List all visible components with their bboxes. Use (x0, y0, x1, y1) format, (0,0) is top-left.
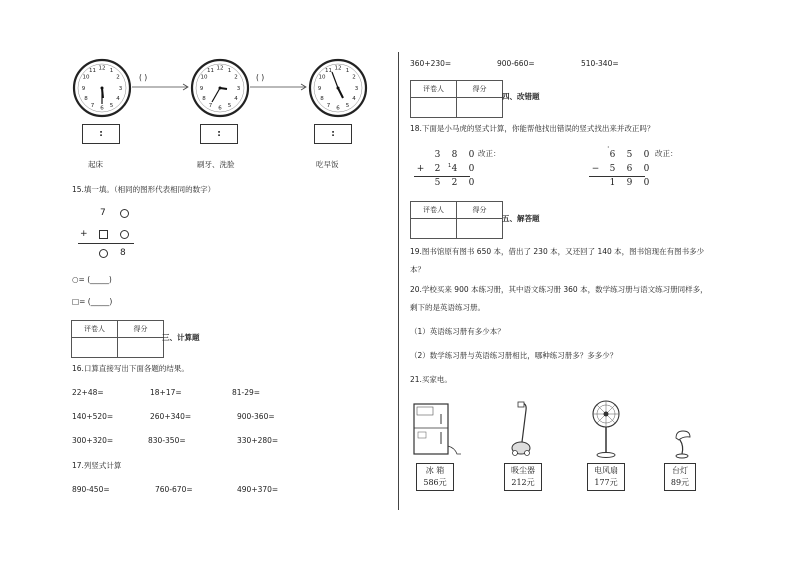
grader-header: 评卷人 (72, 321, 118, 338)
oral-calc-item: 330+280= (237, 436, 279, 445)
svg-text:6: 6 (218, 105, 222, 112)
carry-mark: 1 (448, 163, 452, 169)
grade-table (71, 320, 164, 358)
svg-text:12: 12 (98, 65, 106, 72)
calc-result: 5 2 0 (434, 178, 475, 188)
time-answer-box[interactable]: : (314, 124, 352, 144)
score-header: 得分 (118, 321, 164, 338)
appliance-price: 177元 (594, 478, 618, 487)
puzzle-digit: 8 (120, 248, 126, 258)
grader-header: 评卷人 (411, 202, 457, 219)
sum-line (78, 243, 134, 244)
question-19-text: 本？ (410, 265, 425, 274)
svg-text:12: 12 (216, 65, 224, 72)
svg-text:1: 1 (227, 68, 232, 74)
square-shape (99, 230, 108, 239)
oral-calc-item: 830-350= (148, 436, 186, 445)
question-19-text: 19.图书馆原有图书 650 本，借出了 230 本，又还回了 140 本，图书馆现在有图书多少 (410, 247, 705, 256)
question-20-sub: （2）数学练习册与英语练习册相比，哪种练习册多？多多少？ (410, 351, 618, 360)
svg-text:8: 8 (320, 96, 324, 102)
appliance-name: 冰 箱 (425, 466, 445, 475)
difference-line (589, 176, 645, 177)
svg-text:9: 9 (199, 86, 204, 92)
oral-calc-item: 260+340= (150, 412, 192, 421)
vertical-calc-item: 760-670= (155, 485, 193, 494)
oral-calc-item: 81-29= (232, 388, 261, 397)
score-cell[interactable] (457, 98, 503, 118)
svg-text:5: 5 (109, 103, 114, 109)
oral-calc-item: 140+520= (72, 412, 114, 421)
appliance-name: 电风扇 (594, 466, 618, 475)
question-20-text: 20.学校买来 900 本练习册，其中语文练习册 360 本，数学练习册与语文练习册同样多， (410, 285, 708, 294)
oral-calc-item: 900-360= (237, 412, 275, 421)
score-header: 得分 (457, 81, 503, 98)
svg-text:4: 4 (234, 96, 238, 102)
circle-answer: ○= (_____) (72, 275, 112, 284)
svg-text:9: 9 (81, 86, 86, 92)
svg-text:6: 6 (100, 105, 104, 112)
svg-text:7: 7 (326, 103, 331, 109)
oral-calc-item: 300+320= (72, 436, 114, 445)
clock-label: 吃早饭 (316, 160, 339, 169)
grader-header: 评卷人 (411, 81, 457, 98)
circle-shape (120, 230, 129, 239)
appliance-price: 89元 (670, 478, 690, 487)
svg-text:9: 9 (317, 86, 322, 92)
svg-text:1: 1 (345, 68, 350, 74)
svg-text:3: 3 (118, 86, 123, 92)
svg-text:6: 6 (336, 105, 340, 112)
svg-text:5: 5 (345, 103, 350, 109)
clock-label: 刷牙、洗脸 (197, 160, 235, 169)
clock-icon (72, 58, 132, 118)
svg-text:12: 12 (334, 65, 342, 72)
clock-icon (308, 58, 368, 118)
column-divider (398, 52, 399, 510)
svg-text:10: 10 (200, 74, 208, 81)
fix-label: 改正： (478, 149, 501, 158)
score-header: 得分 (457, 202, 503, 219)
vertical-calc-item: 900-660= (497, 59, 535, 68)
svg-text:4: 4 (116, 96, 120, 102)
lamp-icon (670, 428, 694, 460)
appliance-price: 586元 (423, 478, 447, 487)
question-16-title: 16.口算直接写出下面各题的结果。 (72, 364, 189, 373)
calc-row: 3 8 0 (434, 150, 475, 160)
score-cell[interactable] (118, 338, 164, 358)
price-tag (504, 463, 542, 491)
question-20-sub: （1）英语练习册有多少本？ (410, 327, 505, 336)
square-answer: □= (_____) (72, 297, 113, 306)
blank-paren: ( ) (256, 73, 265, 82)
svg-text:7: 7 (90, 103, 95, 109)
question-20-text: 剩下的是英语练习册。 (410, 303, 485, 312)
svg-text:8: 8 (202, 96, 206, 102)
section-title: 五、解答题 (502, 214, 540, 223)
time-answer-box[interactable]: : (82, 124, 120, 144)
vertical-calc-item: 360+230= (410, 59, 452, 68)
svg-text:11: 11 (325, 68, 332, 74)
svg-text:4: 4 (352, 96, 356, 102)
svg-text:11: 11 (207, 68, 214, 74)
question-18-title: 18.下面是小马虎的竖式计算，你能帮他找出错误的竖式找出来并改正吗？ (410, 124, 655, 133)
blank-paren: ( ) (139, 73, 148, 82)
question-21-title: 21.买家电。 (410, 375, 452, 384)
calc-row: 6 5 0 (609, 150, 650, 160)
svg-text:3: 3 (236, 86, 241, 92)
score-cell[interactable] (457, 219, 503, 239)
svg-text:2: 2 (234, 74, 238, 81)
grade-table (410, 201, 503, 239)
svg-text:8: 8 (84, 96, 88, 102)
oral-calc-item: 18+17= (150, 388, 182, 397)
sum-line (414, 176, 470, 177)
oral-calc-item: 22+48= (72, 388, 104, 397)
plus-sign: + (80, 229, 88, 239)
circle-shape (120, 209, 129, 218)
svg-text:2: 2 (352, 74, 356, 81)
section-title: 三、计算题 (162, 333, 200, 342)
svg-text:7: 7 (208, 103, 213, 109)
svg-text:11: 11 (89, 68, 96, 74)
vertical-calc-item: 510-340= (581, 59, 619, 68)
grader-cell[interactable] (72, 338, 118, 358)
borrow-dot: · (607, 143, 610, 152)
svg-text:2: 2 (116, 74, 120, 81)
price-tag (664, 463, 696, 491)
calc-row: − 5 6 0 (591, 164, 650, 174)
grader-cell[interactable] (411, 219, 457, 239)
vertical-calc-item: 890-450= (72, 485, 110, 494)
fridge-icon (411, 400, 463, 458)
time-answer-box[interactable]: : (200, 124, 238, 144)
vertical-calc-item: 490+370= (237, 485, 279, 494)
clock-icon (190, 58, 250, 118)
price-tag (416, 463, 454, 491)
grade-table (410, 80, 503, 118)
grader-cell[interactable] (411, 98, 457, 118)
vacuum-icon (507, 400, 537, 458)
fan-icon (586, 399, 626, 459)
question-17-title: 17.列竖式计算 (72, 461, 122, 470)
svg-text:10: 10 (318, 74, 326, 81)
appliance-name: 吸尘器 (511, 466, 535, 475)
arrow-right-icon (250, 82, 308, 92)
question-15-title: 15.填一填。（相同的图形代表相同的数字） (72, 185, 216, 194)
calc-row: + 2 4 0 (416, 164, 475, 174)
fix-label: 改正： (655, 149, 678, 158)
appliance-price: 212元 (511, 478, 535, 487)
appliance-name: 台灯 (672, 466, 688, 475)
puzzle-digit: 7 (100, 208, 106, 218)
arrow-right-icon (132, 82, 190, 92)
circle-shape (99, 249, 108, 258)
calc-result: 1 9 0 (609, 178, 650, 188)
clock-label: 起床 (88, 160, 103, 169)
svg-text:10: 10 (82, 74, 90, 81)
svg-text:3: 3 (354, 86, 359, 92)
svg-text:5: 5 (227, 103, 232, 109)
section-title: 四、改错题 (502, 92, 540, 101)
svg-text:1: 1 (109, 68, 114, 74)
price-tag (587, 463, 625, 491)
